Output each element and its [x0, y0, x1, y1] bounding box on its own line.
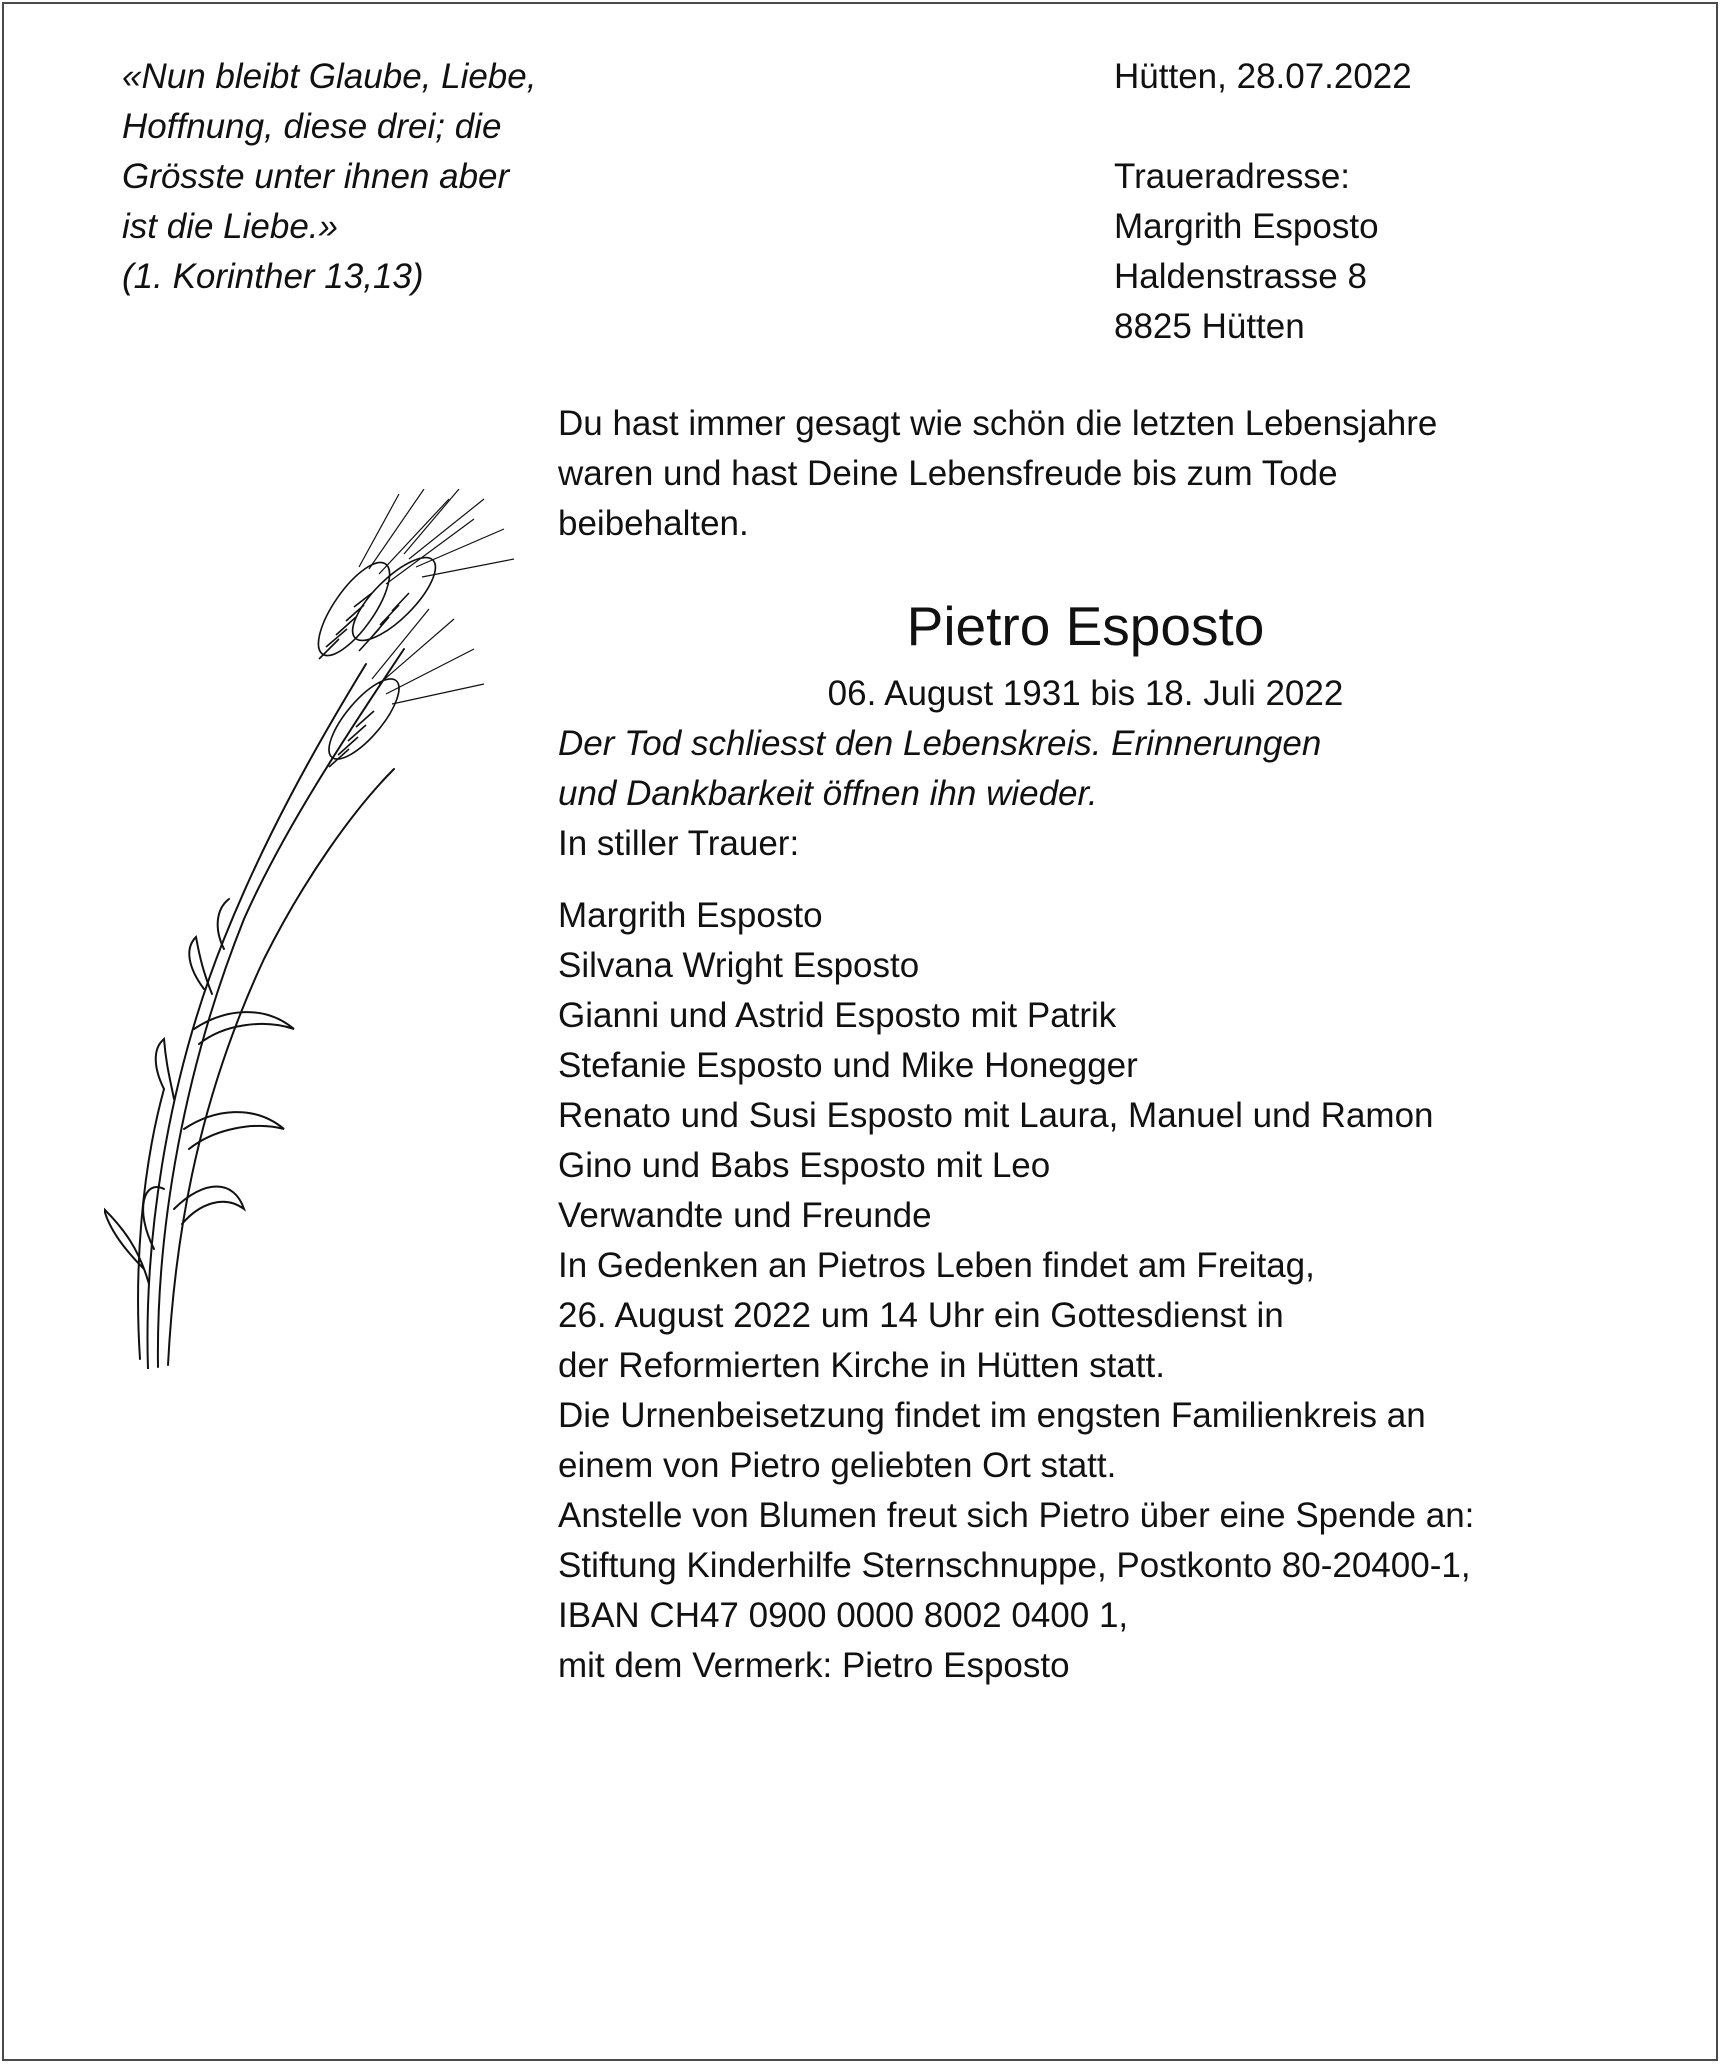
motto-line: und Dankbarkeit öffnen ihn wieder.: [558, 774, 1098, 813]
mourner-name: Silvana Wright Esposto: [558, 946, 920, 985]
burial-line: Die Urnenbeisetzung findet im engsten Familienkreis an: [558, 1396, 1426, 1435]
donation-line: Stiftung Kinderhilfe Sternschnuppe, Postkonto 80-20400-1,: [558, 1546, 1471, 1585]
deceased-name: Pietro Esposto: [906, 595, 1265, 657]
obituary-notice: [2, 2, 1718, 2061]
mourner-name: Verwandte und Freunde: [558, 1196, 932, 1235]
donation-line: IBAN CH47 0900 0000 8002 0400 1,: [558, 1596, 1129, 1635]
burial-line: einem von Pietro geliebten Ort statt.: [558, 1446, 1117, 1485]
address-line: Margrith Esposto: [1114, 207, 1379, 246]
quote-line: «Nun bleibt Glaube, Liebe,: [122, 57, 537, 96]
motto-text: [558, 719, 1678, 819]
mourner-name: Stefanie Esposto und Mike Honegger: [558, 1046, 1138, 1085]
burial-info: [558, 1391, 1678, 1491]
mourner-name: Gino und Babs Esposto mit Leo: [558, 1146, 1051, 1185]
motto-line: Der Tod schliesst den Lebenskreis. Erinnerungen: [558, 724, 1322, 763]
quote-reference: (1. Korinther 13,13): [122, 257, 424, 296]
quote-line: Grösste unter ihnen aber: [122, 157, 510, 196]
mourner-name: Renato und Susi Esposto mit Laura, Manuel und Ramon: [558, 1096, 1434, 1135]
mourners-heading: In stiller Trauer:: [558, 824, 800, 863]
main-content: [558, 399, 1678, 1691]
intro-line: Du hast immer gesagt wie schön die letzten Lebensjahre: [558, 404, 1438, 443]
service-line: 26. August 2022 um 14 Uhr ein Gottesdienst in: [558, 1296, 1284, 1335]
service-line: In Gedenken an Pietros Leben findet am Freitag,: [558, 1246, 1315, 1285]
mourner-name: Margrith Esposto: [558, 896, 823, 935]
service-line: der Reformierten Kirche in Hütten statt.: [558, 1346, 1165, 1385]
place-date: Hütten, 28.07.2022: [1114, 57, 1412, 96]
donation-line: Anstelle von Blumen freut sich Pietro über eine Spende an:: [558, 1496, 1475, 1535]
quote-line: ist die Liebe.»: [122, 207, 338, 246]
intro-line: beibehalten.: [558, 504, 749, 543]
mourners-list: [558, 891, 1678, 1241]
intro-line: waren und hast Deine Lebensfreude bis zum Tode: [558, 454, 1338, 493]
header-info: [1114, 52, 1412, 352]
life-dates: 06. August 1931 bis 18. Juli 2022: [827, 674, 1344, 713]
mourner-name: Gianni und Astrid Esposto mit Patrik: [558, 996, 1117, 1035]
quote-line: Hoffnung, diese drei; die: [122, 107, 502, 146]
address-line: Haldenstrasse 8: [1114, 257, 1367, 296]
wheat-ears-icon: [104, 489, 534, 1369]
donation-info: [558, 1491, 1678, 1691]
address-line: 8825 Hütten: [1114, 307, 1305, 346]
address-label: Traueradresse:: [1114, 157, 1351, 196]
donation-line: mit dem Vermerk: Pietro Esposto: [558, 1646, 1070, 1685]
intro-text: [558, 399, 1678, 549]
bible-quote: [122, 52, 536, 302]
service-info: [558, 1241, 1678, 1391]
